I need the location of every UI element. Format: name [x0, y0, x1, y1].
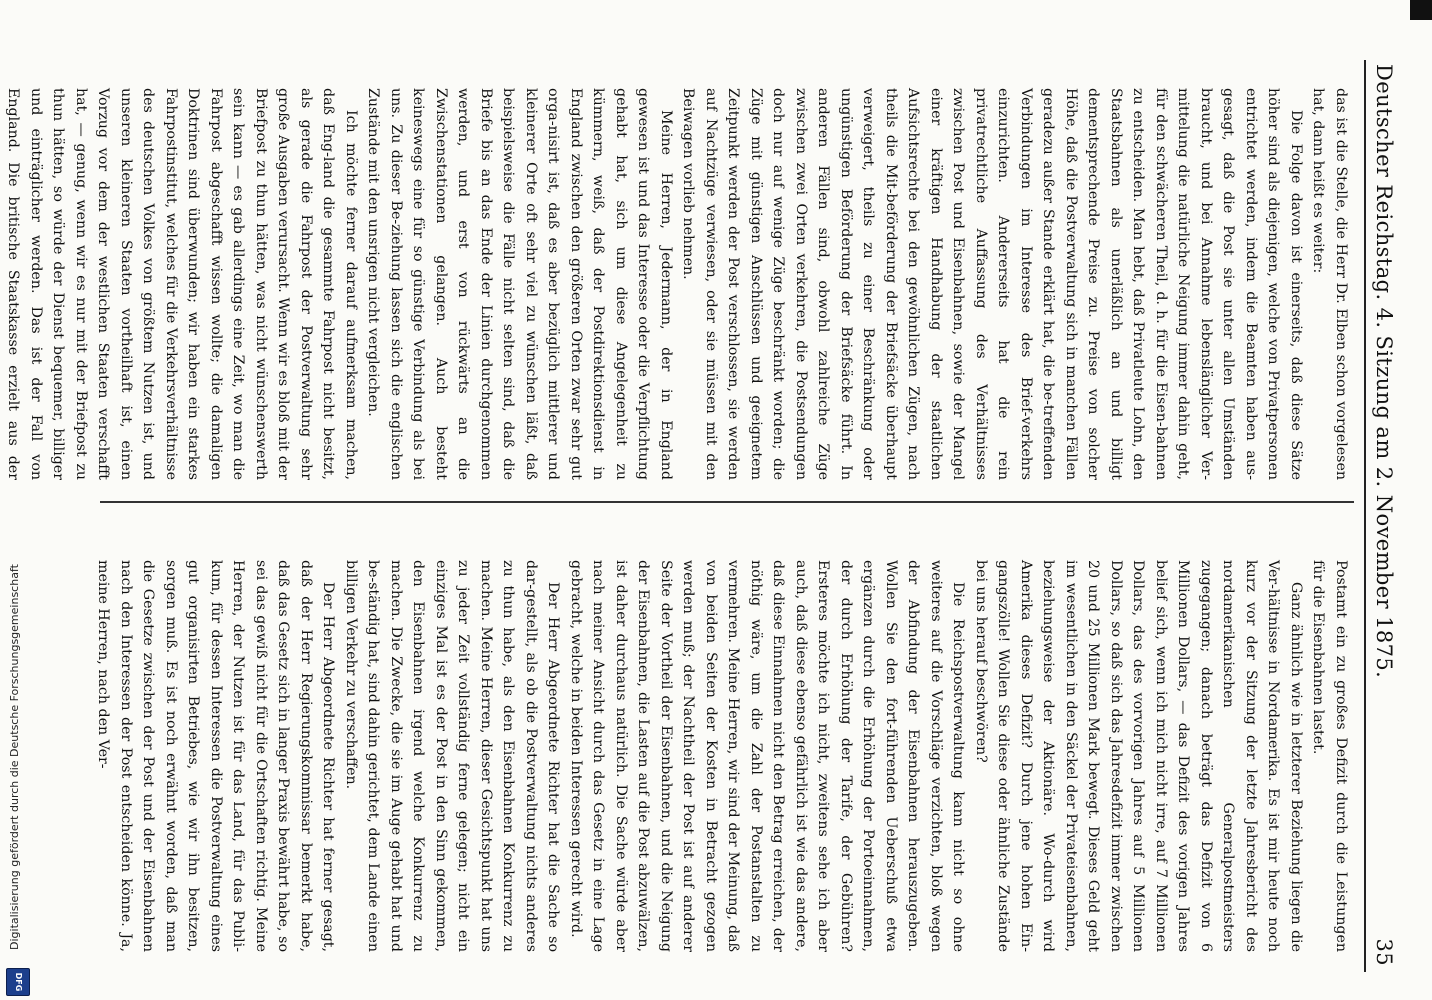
scan-edge-mark	[1410, 0, 1432, 20]
running-title: Deutscher Reichstag. 4. Sitzung am 2. November 1875.	[1372, 64, 1396, 679]
paragraph: Postamt ein zu großes Defizit durch die Leistungen für die Eisenbahnen lastet.	[1310, 560, 1349, 952]
paragraph: Ich möchte ferner darauf aufmerksam machen, daß Eng-land die gesammte Fahrpost nicht besitzt, als gerade die Fahrpost der Postverwaltung sehr große Ausgaben verursacht. Wenn wir es bloß mit der Briefpost zu thun hätten, was nicht wünschenswerth sein kann — es gab allerdings eine Zeit, wo man die Fahrpost abgeschafft wissen wollte; die damaligen Doktrinen sind überwunden; wir haben ein starkes Fahrpostinstitut, welches für die Verkehrsverhältnisse des deutschen Volkes von größtem Nutzen ist, und unseren kleineren Staaten vortheilhaft ist, einen Vorzug vor dem der westlichen Staaten verschafft hat, — genug, wenn wir es nur mit der Briefpost zu thun hätten, so würde der Dienst bequemer, billiger und einträglicher werden. Das ist der Fall von England. Die britische Staatskasse erzielt aus der	[5, 88, 359, 480]
text-column-left	[5, 88, 1352, 480]
digitization-credit: Digitalisierung gefördert durch die Deutsche Forschungsgemeinschaft	[8, 564, 21, 950]
text-column-right	[92, 560, 1352, 952]
dfg-logo-text: DFG	[14, 972, 23, 992]
paragraph: Meine Herren, Jedermann, der in England gewesen ist und das Interesse oder die Verpflichtung gehabt hat, sich um diese Angelegenheit zu kümmern, weiß, daß der Postdirektionsdienst in England zwischen den größeren Orten zwar sehr gut orga-nisirt ist, daß es aber bezüglich mittlerer und kleinerer Orte oft sehr viel zu wünschen läßt, daß beispielsweise die Fälle nicht selten sind, daß die Briefe bis an das Ende der Linien durchgenommen werden, und erst von rückwärts an die Zwischenstationen gelangen. Auch besteht keineswegs eine für so günstige Verbindung als bei uns. Zu dieser Be-ziehung lassen sich die englischen Zustände mit den unsrigen nicht vergleichen.	[365, 88, 674, 480]
page-number: 35	[1372, 938, 1396, 966]
header-rule	[1364, 60, 1366, 972]
paragraph: Ganz ähnlich wie in letzterer Beziehung liegen die Ver-hältnisse in Nordamerika. Es ist mir heute noch kurz vor der Sitzung der letzte Jahresbericht des nordamerikanischen Generalpostmeisters zugegangen; danach beträgt das Defizit von 6 Millionen Dollars, — das Defizit des vorigen Jahres belief sich, wenn ich mich nicht irre, auf 7 Millionen Dollars, das des vorvorigen Jahres auf 5 Millionen Dollars, so daß sich das Jahresdefizit immer zwischen 20 und 25 Millionen Mark bewegt. Dieses Geld geht im wesentlichen in den Säckel der Privateisenbahnen, beziehungsweise der Aktionäre. Wo-durch wird Amerika dieses Defizit? Durch jene hohen Ein-gangszölle! Wollen Sie diese oder ähnliche Zustände bei uns herauf beschwören?	[973, 560, 1304, 952]
paragraph: Der Herr Abgeordnete Richter hat ferner gesagt, daß der Herr Regierungskommissar bemerkt habe, daß das Gesetz sich in langer Praxis bewährt habe, so sei das gewiß nicht für die Ortschaften richtig. Meine Herren, der Nutzen ist für das Land, für das Publi-kum, für dessen Interessen die Postverwaltung eines gut organisirten Betriebes, wie wir ihn besitzen, sorgen muß. Es ist noch erwähnt worden, daß man die Gesetze zwischen der Post und der Eisenbahnen nach den Interessen der Post entscheiden könne. Ja, meine Herren, nach den Ver-	[95, 560, 337, 952]
paragraph: Die Reichspostverwaltung kann nicht so ohne weiteres auf die Vorschläge verzichten, bloß wegen der Abfindung der Eisenbahnen herauszugeben. Wollen Sie den fort-führenden Ueberschuß etwa ergänzen durch die Erhöhung der Portoeinnahmen, der durch Erhöhung der Tarife, der Gebühren? Ersteres möchte ich nicht, zweitens sehe ich aber auch, daß diese ebenso gefährlich ist wie das andere, daß diese Einnahmen nicht den Betrag erreichen, der nöthig wäre, um die Zahl der Postanstalten zu vermehren. Meine Herren, wir sind der Meinung, daß von beiden Seiten der Kosten in Betracht gezogen werden muß; der Nachtheil der Post ist auf anderer Seite der Vortheil der Eisenbahnen, und die Neigung der Eisenbahnen, die Lasten auf die Post abzuwälzen, ist daher durchaus natürlich. Die Sache würde aber nach meiner Ansicht durch das Gesetz in eine Lage gebracht, welche in beiden Interessen gerecht wird.	[568, 560, 967, 952]
column-divider	[100, 501, 1354, 503]
paragraph: Die Folge davon ist einerseits, daß diese Sätze höher sind als diejenigen, welche von Privatpersonen entrichtet werden, indem die Beamten haben aus-gesagt, daß die Post sie unter allen Umständen braucht, und bei Annahme lebenslänglicher Ver-mittelung die natürliche Neigung immer dahin geht, für den schwächeren Theil, d. h. für die Eisen-bahnen zu entscheiden. Man hebt, daß Privatleute Lohn, den Staatsbahnen als unerläßlich an und billigt dementsprechende Preise zu. Preise von solcher Höhe, daß die Postverwaltung sich in manchen Fällen geradezu außer Stande erklärt hat, die be-treffenden Verbindungen im Interesse des Brief-verkehrs einzurichten. Andererseits hat die rein privatrechtliche Auffassung des Verhältnisses zwischen Post und Eisenbahnen, sowie der Mangel einer kräftigen Handhabung der staatlichen Aufsichtsrechte bei den gewöhnlichen Zügen, nach theils die Mit-beförderung der Briefsäcke überhaupt verweigert, theils zu einer Beschränkung oder ungünstigen Beförderung der Briefsäcke führt. In anderen Fällen sind, obwohl zahlreiche Züge zwischen zwei Orten verkehren, die Postsendungen doch nur auf wenige Züge beschränkt worden; die Züge mit günstigen Anschlüssen und geeignetem Zeitpunkt werden der Post verschlossen, sie werden auf Nachtzüge verwiesen, oder sie müssen mit den Beiwagen vorlieb nehmen.	[680, 88, 1304, 480]
paragraph: das ist die Stelle, die Herr Dr. Elben schon vorgelesen hat, dann heißt es weiter:	[1310, 88, 1349, 480]
paragraph: Der Herr Abgeordnete Richter hat die Sache so dar-gestellt, als ob die Postverwaltung nichts anderes zu thun habe, als den Eisenbahnen Konkurrenz zu machen. Meine Herren, dieser Gesichtspunkt hat uns zu jeder Zeit vollständig ferne gelegen; nicht ein einziges Mal ist es der Post in den Sinn gekommen, den Eisenbahnen irgend welche Konkurrenz zu machen. Die Zwecke, die sie im Auge gehabt hat und be-ständig hat, sind dahin gerichtet, dem Lande einen billigen Verkehr zu verschaffen.	[343, 560, 562, 952]
dfg-logo	[6, 968, 30, 996]
